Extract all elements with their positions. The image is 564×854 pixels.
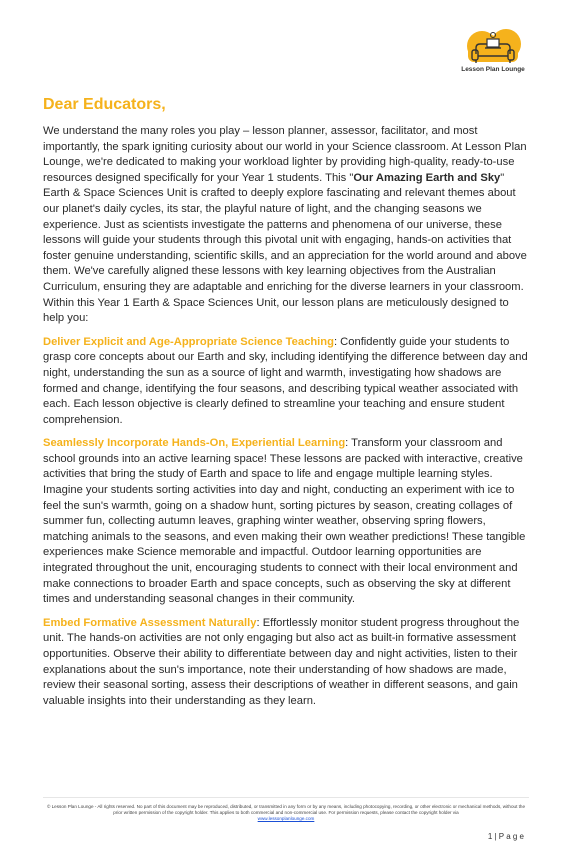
section-body: : Transform your classroom and school grounds into an active learning space! These lessons are packed with interactive, creative activities that bring the study of Earth and space to life and engage multiple learning styles. Imagine your students sorting activities into day and night, conducting an experiment with ice to feel the sun's warmth, going on a shadow hunt, sorting pictures by season, creating collages of summer fun, collecting autumn leaves, graphing winter weather, observing spring flowers, matching animals to the seasons, and even making their own weather predictions! These tangible experiences make Science memorable and impactful. Outdoor learning opportunities are integrated throughout the unit, encouraging students to connect with their local environment and make connections to broader Earth and space concepts, such as observing the sky at different times and understanding seasonal changes in their community.: [43, 437, 526, 606]
footer-copyright: [43, 804, 529, 822]
section-heading: Deliver Explicit and Age-Appropriate Science Teaching: [43, 335, 334, 348]
section-hands-on-learning: [43, 436, 533, 608]
footer-divider: [43, 797, 529, 798]
logo-text: Lesson Plan Lounge: [461, 66, 525, 73]
intro-text-2: " Earth & Space Sciences Unit is crafted to deeply explore fascinating and relevant themes about our planet's daily cycles, its star, the playful nature of light, and the changing seasons we experience. Just as scientists investigate the patterns and phenomena of our universe, these lessons will guide your students through this pivotal unit with engaging, hands-on activities that foster genuine understanding, scientific skills, and an appreciation for the world around and above them. We've carefully aligned these lessons with key learning objectives from the Australian Curriculum, ensuring they are adaptable and enriching for the diverse learners in your classroom. Within this Year 1 Earth & Space Sciences Unit, our lesson plans are meticulously designed to help you:: [43, 171, 527, 325]
intro-paragraph: [43, 124, 533, 327]
greeting-heading: Dear Educators,: [43, 96, 166, 113]
section-heading: Embed Formative Assessment Naturally: [43, 616, 257, 629]
copyright-text: © Lesson Plan Lounge - All rights reserved. No part of this document may be reproduced, distributed, or transmitted in any form or by any means, including photocopying, recording, or other electronic or mechanical methods, without the prior written permission of the copyright holder. This applies to both commercial and non-commercial use. For permission requests, please contact the copyright holder via: [46, 804, 526, 815]
section-body: : Confidently guide your students to grasp core concepts about our Earth and sky, including identifying the difference between day and night, understanding the sun as a source of light and warmth, investigating how shadows are formed and change, identifying the four seasons, and describing typical weather associated with each. Each lesson objective is clearly defined to streamline your teaching and ensure student comprehension.: [43, 335, 528, 426]
section-heading: Seamlessly Incorporate Hands-On, Experiential Learning: [43, 437, 346, 450]
website-link[interactable]: www.lessonplanlounge.com: [257, 816, 315, 821]
page-number: 1 | P a g e: [487, 832, 524, 841]
unit-name: Our Amazing Earth and Sky: [353, 171, 501, 184]
section-explicit-teaching: [43, 335, 533, 429]
letter-body: [43, 96, 533, 717]
intro-text-1: We understand the many roles you play – lesson planner, assessor, facilitator, and most importantly, the spark igniting curiosity about our world in your Science classroom. At Lesson Plan Lounge, we're dedicated to making your workload lighter by providing high-quality, ready-to-use resources designed specifically for your Year 1 students. This ": [43, 125, 527, 184]
section-formative-assessment: [43, 616, 533, 710]
section-body: : Effortlessly monitor student progress throughout the unit. The hands-on activities are not only engaging but also act as built-in formative assessment opportunities. Observe their ability to differentiate between day and night activities, listen to their explanations about the sun's importance, note their understanding of how shadows are made, review their seasonal sorting, assess their descriptions of weather in different seasons, and gain valuable insights into their understanding as they learn.: [43, 616, 520, 707]
